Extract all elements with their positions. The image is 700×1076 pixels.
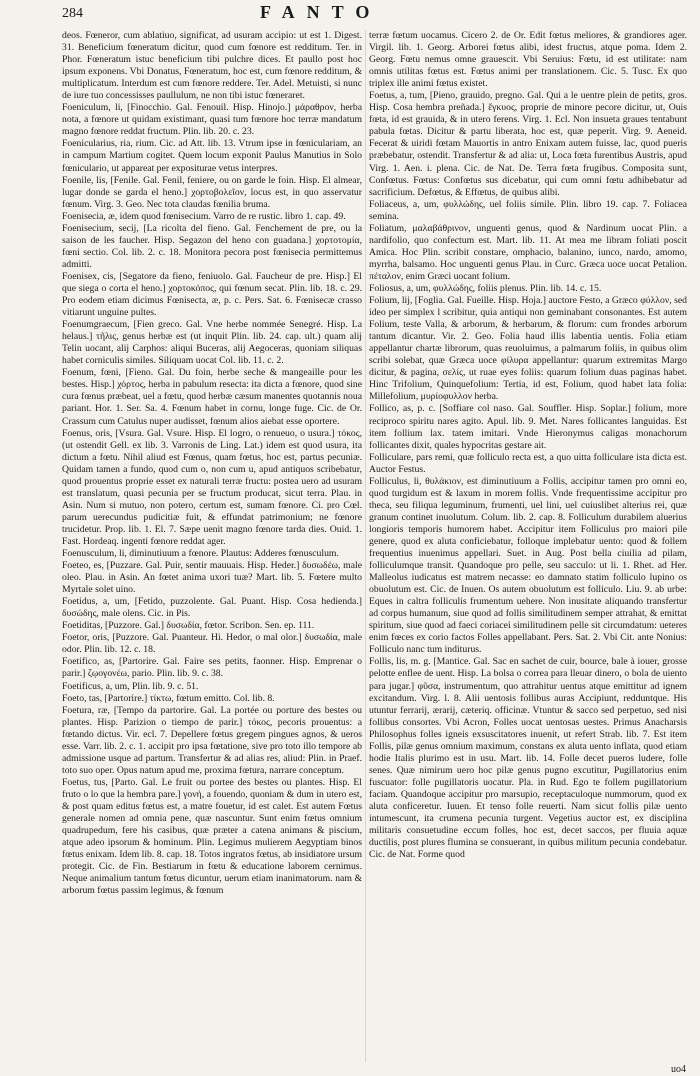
dictionary-entry: Foetus, a, tum, [Pieno, grauido, pregno. Gal. Qui a le uentre plein de petits, gros. Hisp. Cosa hembra preñada.] ἔγκυος, proprie de minore pecore dicitur, ut, Ouis fœta, id est grauida, & in utero ferens. Virg. 1. Ecl. Non insueta graues tentabunt pabula fœtas. Dicitur & partu liberata, hoc est, quæ peperit. Virg. 9. Aeneid. Fecerat & uiridi fœtam Mauortis in antro Enixam autem fuisse, lac, quod pueris præbebatur, ostendit. Transfertur & ad alia: ut, Loca fœta furentibus Austris, apud Virg. 1. Aen. i. plena. Cic. de Nat. De. Terra fœta frugibus. Composita sunt, Confœtus. Fœtus: Confœtus sus dicebatur, qui cum omni fœtu adhibebatur ad sacrificium. Defœtus, & Effœtus, de quibus alibi. [369, 90, 687, 198]
dictionary-entry: deos. Fœneror, cum ablatiuo, significat, ad usuram accipio: ut est 1. Digest. 31. Beneficium fœneratum dicitur, quod cum fœnore est redditum. Ter. in Phor. Fœneratum istuc beneficium tibi pulchre dices. Et paullo post hoc ipsum exponens. Vbi Donatus, Fœneratum, hoc est, cum fœnore redditum, & multiplicatum. Interdum est cum fœnore reddere. Ter. Adel. Metuisti, si nunc de iure tuo concessisses paullulum, ne non tibi istuc fœneraret. [62, 30, 362, 102]
dictionary-entry: Foenumgraecum, [Fien greco. Gal. Vne herbe nommée Senegré. Hisp. La helaus.] τῆλις, genus herbæ est (ut inquit Plin. lib. 24. cap. ult.) quam alij Telin uocant, alij Carphos: aliqui Buceras, alij Aegoceras, quoniam siliquas habet corniculis similes. Siliquam uocat Col. lib. 11. c. 2. [62, 319, 362, 367]
column-gutter [365, 30, 366, 1062]
catchword: uo4 [671, 1064, 686, 1075]
dictionary-entry: Folliculare, pars remi, quæ folliculo recta est, a quo uitta folliculare ista dicta est. Auctor Festus. [369, 451, 687, 475]
dictionary-entry: Foenisex, cis, [Segatore da fieno, feniuolo. Gal. Faucheur de pre. Hisp.] El que siega o corta el heno.] χορτοκόπος, qui fœnum secat. Plin. lib. 18. c. 29. Pro eodem etiam dicimus Fœnisecta, æ, p. c. Pers. Sat. 6. Fœnisecæ crasso vitiarunt unguine pultes. [62, 270, 362, 319]
dictionary-entry: Foetidus, a, um, [Fetido, puzzolente. Gal. Puant. Hisp. Cosa hedienda.] δυσώδης, male olens. Cic. in Pis. [62, 596, 362, 620]
dictionary-entry: Foetus, tus, [Parto. Gal. Le fruit ou portee des bestes ou plantes. Hisp. El fruto o lo que la hembra pare.] γονή, a fouendo, quoniam & dum in utero est, & post quam editus fœtus est, a matre fouetur, id est calet. Est autem Fœtus generale nomen ad omnia pene, quæ nascuntur. Sunt enim fœtus omnium quadrupedum, fere his casibus, quæ præter a catena animans & piscium, atque adeo ipsorum & hominum. Plin. Legimus mulierem Aegyptiam binos fœtus enixam. Idem lib. 8. cap. 18. Totos ingratos fœtus, ab insidiatore ursum protegit. Cic. de Fin. Bestiarum in fœtu & educatione laborem cernimus. Neque animalium tantum fœtus dicuntur, uerum etiam inanimatorum. nam & arborum fœtus passim legimus, & fœnum [62, 776, 362, 897]
dictionary-entry: Folium, lij, [Foglia. Gal. Fueille. Hisp. Hoja.] auctore Festo, a Græco φύλλον, sed ideo per simplex l scribitur, quia antiqui non geminabant consonantes. Est autem Folium, teste Valla, & arborum, & herbarum, & florum: cum frondes arborum tantum dicantur. Vir. 2. Geo. Folia haud illis labentia uentis. Folia etiam appellantur chartæ librorum, quas reuoluimus, a palmarum foliis, in quibus olim scribi solebat, quæ Græca uoce φίλυρα appellantur: quarum extremitas Margo dicitur, & pagina, σελίς, ut ruae eyes foliis: quarum folium duas paginas habet. Hinc Trifolium, Quinquefolium: Tertia, id est, Folium, quod habet lata folia: Millefolium, μυρίοφυλλον herba. [369, 295, 687, 403]
dictionary-entry: Foenisecium, secij, [La ricolta del fieno. Gal. Fenchement de pre, ou la saison de les faucher. Hisp. Segazon del heno con guadana.] χορτοτομία, fœni sectio. Col. lib. 2. c. 18. Monitora pecora post fœnisecia permittemus admitti. [62, 222, 362, 270]
page-header [62, 2, 692, 24]
dictionary-entry: Foenisecia, æ, idem quod fœnisecium. Varro de re rustic. libro 1. cap. 49. [62, 210, 346, 222]
dictionary-entry: Foenile, lis, [Fenile. Gal. Fenil, feniere, ou on garde le foin. Hisp. El almear, lugar donde se garda el heno.] χορτοβολεῖον, locus est, in quo asservatur fœnum. Virg. 3. Geo. Nec tota claudas fœnilia bruma. [62, 174, 362, 210]
dictionary-entry: Foliaceus, a, um, φυλλώδης, uel foliis simile. Plin. libro 19. cap. 7. Foliacea semina. [369, 198, 687, 222]
dictionary-entry: Foetor, oris, [Puzzore. Gal. Puanteur. Hi. Hedor, o mal olor.] δυσωδία, male odor. Plin. lib. 12. c. 18. [62, 632, 362, 656]
dictionary-entry: Foeto, tas, [Partorire.] τίκτω, fœtum emitto. Col. lib. 8. [62, 692, 275, 704]
dictionary-entry: Foenusculum, li, diminutiuum a fœnore. Plautus: Adderes fœnusculum. [62, 548, 339, 560]
dictionary-entry: terræ fœtum uocamus. Cicero 2. de Or. Edit fœtus meliores, & grandiores ager. Virgil. lib. 1. Georg. Arborei fœtus alibi, idest fructus, atque poma. Idem 2. Georg. Fœtu nemus omne grauescit. Vbi Seruius: Fœtu, id est utilitate: nam omnis utilitas fœtus est. Fœtus animi per translationem. Cic. 5. Tusc. Ex quo triplex ille animi fœtus existet. [369, 30, 687, 90]
dictionary-entry: Foetura, ræ, [Tempo da partorire. Gal. La portée ou porture des bestes ou plantes. Hisp. Parizion o tiempo de parir.] τόκος, pecoris prouentus: a fœtando dictus. Vir. ecl. 7. Depellere fœtus gregem pingues agnos, & ueros esse. Varr. lib. 2. c. 1. accipit pro ipsa fœtatione, sive pro toto illo tempore ab admissione usque ad partum. Transfertur & ad alias res, aliud: Plin. in Praef. toto suo oper. Opus natum apud me, proxima fœtura, narrare conceptum. [62, 704, 362, 776]
dictionary-entry: Foetifico, as, [Partorire. Gal. Faire ses petits, faonner. Hisp. Emprenar o parir.] ζῳογονέω, pario. Plin. lib. 9. c. 38. [62, 656, 362, 680]
dictionary-entry: Foliatum, μαλαβάθρινον, unguenti genus, quod & Nardinum uocat Plin. a nardifolio, quo confectum est. Mart. lib. 11. At mea me libram foliati poscit Amica. Hoc Plin. scribit constare, omphacio, balanino, iunco, nardo, amomo, myrrha, balsamo. Hoc unguenti genus Plau. in Curc. Græca uoce uocat Petalion. πέταλον, enim Græci uocant folium. [369, 222, 687, 282]
right-column [369, 30, 687, 1062]
dictionary-entry: Foetificus, a, um, Plin. lib. 9. c. 51. [62, 680, 199, 692]
dictionary-entry: Folliculus, li, θυλάκιον, est diminutiuum a Follis, accipitur tamen pro omni eo, quod turgidum est & laxum in morem follis. Vnde frequentissime accipitur pro theca, seu filiqua leguminum, frumenti, uel lini, uel cuiuslibet alterius rei, quæ granum continet inuolutum. Colum. lib. 2. cap. 8. Folliculum durabilem aluerius longioris temporis humorem habet. Accipitur item Folliculus pro maiori pile genere, quod ex aluta conficiebatur, folloque implebatur uento: quod & follem frequentius inuenimus appellari. Suet. in Aug. Post bella ciuilia ad pilam, folliculumque transit. Quandoque pro pelle, seu sacculo: ut li. 1. Rhet. ad Her. Malleolus iudicatus est matrem necasse: eo damnato statim folliculo lupino os obuolutum est. Cic. de Inuen. Os autem obuolutum est folliculo. Liu. 9. ab urbe: Eques in caltra folliculis frumentum uehere. Non inusitate aliquando transfertur ad corpus humanum, siue quod ad follis similitudinem semper attrahat, & emittat spiritum, siue quod ad faeci coriacei similitudinem pelle sit circumdatum: ueteres enim fœces ex corio factos Folles appellabant. Pers. Sat. 2. Vbi Cit. ante Nonius: Folliculo nanc tum inditurus. [369, 475, 687, 656]
page-number: 284 [62, 6, 83, 21]
left-column [62, 30, 362, 1062]
dictionary-entry: Foeteo, es, [Puzzare. Gal. Puir, sentir mauuais. Hisp. Heder.] δυσωδέω, male oleo. Plau. in Asin. An fœtet anima uxori tuæ? Mart. lib. 5. Fœtere multo Myrtale solet uino. [62, 560, 362, 596]
dictionary-entry: Foenicularius, ria, rium. Cic. ad Att. lib. 13. Vtrum ipse in fœniculariam, an in campum Martium cogitet. Quem locum exponit Paulus Manutius in Solo fœniculario, ut appareat per expositurae vetus interpres. [62, 138, 362, 174]
dictionary-entry: Foetiditas, [Puzzore. Gal.] δυσωδία, fœtor. Scribon. Sen. ep. 111. [62, 620, 315, 632]
running-title: FANTO [260, 2, 382, 22]
dictionary-entry: Follico, as, p. c. [Soffiare col naso. Gal. Souffler. Hisp. Soplar.] folium, more reciproco spiritu nares agito. Apul. lib. 9. Met. Nares follicantes languidas. Est item follium lax. tatem imitari. Vnde Hieronymus caligas monachorum follicantes dixit, quales hypocritas gestare ait. [369, 403, 687, 451]
dictionary-entry: Foenum, fœni, [Fieno. Gal. Du foin, herbe seche & mangeaille pour les bestes. Hisp.] χόρτος, herba in pabulum resecta: ita dicta a fœnore, quod sine cura fœnus præbeat, uel a fœtu, quod herbæ cæsum manentes quotannis noua pariant. Hor. 1. Ser. Sa. 4. Fœnum habet in cornu, longe fuge. Cic. de Or. Crassum cum Catulus nuper audisset, fœnum alios aiebat esse oportere. [62, 367, 362, 427]
dictionary-entry: Foenus, oris, [Vsura. Gal. Vsure. Hisp. El logro, o renueuo, o usura.] τόκος, (ut ostendit Gell. ex lib. 3. Varronis de Ling. Lat.) idem est quod usura, ita dictum a fœtu. Nihil aliud est Fœnus, quam fœtus, hoc est, partus pecuniæ. Quidam tamen a fundo, quod cum o, non cum u, apud antiquos scribebatur, quod prouentus proprie esset ex naturali terræ fructu: postea uero ad usuram est translatum, quasi pecunia per se fructum producat, sicut terra. Plau. in Asin. Num si mutuo, non potero, certum est, sumam fœnore. Ci. pro Cœl. parum uerecundus pudicitiæ fuit, & effundat patrimonium; ne fœnore trucidetur. Prop. lib. 1. El. 7. Sæpe uenit magno fœnore tarda dies. Ouid. 1. Fast. Hordeaq. ingenti fœnore reddat ager. [62, 427, 362, 547]
dictionary-entry: Foliosus, a, um, φυλλώδης, foliis plenus. Plin. lib. 14. c. 15. [369, 282, 602, 294]
dictionary-entry: Foeniculum, li, [Finocchio. Gal. Fenouil. Hisp. Hinojo.] μάραθρον, herba nota, a fœnore ut quidam existimant, quasi tum fœnore hoc terræ mandatum magno fœnore reddat fructum. Plin. lib. 20. c. 23. [62, 102, 362, 138]
dictionary-entry: Follis, lis, m. g. [Mantice. Gal. Sac en sachet de cuir, bource, bale à iouer, grosse pelotte enflee de uent. Hisp. La bolsa o correa para lleuar dinero, o bola de uiento para jugar.] φῦσα, instrumentum, quo attrahitur uentus atque emittitur ad ignem excitandum. Virg. l. 8. Alii uentosis follibus auras Accipiunt, redduntque. His utuntur ferrarij, ærarij, cæteriq. officinæ. Vtuntur & sacco sed perpetuo, sed nisi follibus consortes. Vbi Acron, Folles uocat uentosas uestes. Primus Anacharsis Philosophus folles igneis exsuscitatores inuenit, ut refert Strab. lib. 7. Est item Follis, pilæ genus omnium maximum, constans ex aluta uento inflata, quod etiam hodie Italis plurimo est in usu. Mart. lib. 14. Folle decet pueros ludere, folle senes. Quæ nimirum uero hoc pilæ genus pugno excutitur, Pugillatorius enim fuscuator: folle pugillatoris uocatur. Pla. in Rud. Ego te follem pugillatorium faciam. Quandoque accipitur pro marsupio, receptaculoque nummorum, quod ex aluta conficeretur. Iuuen. Et tenso folle reuerti. Nam sicut follis pilæ uento intumescunt, ita crumena pecunia turgent. Vegetius auctor est, ex disciplina militaris consuetudine eccum folles, hoc est, decet saccos, per fluuia aquæ ductilis, post plures flumina se consuerant, in quibus militum pecunia condebatur. Cic. de Nat. Forme quod [369, 656, 687, 861]
